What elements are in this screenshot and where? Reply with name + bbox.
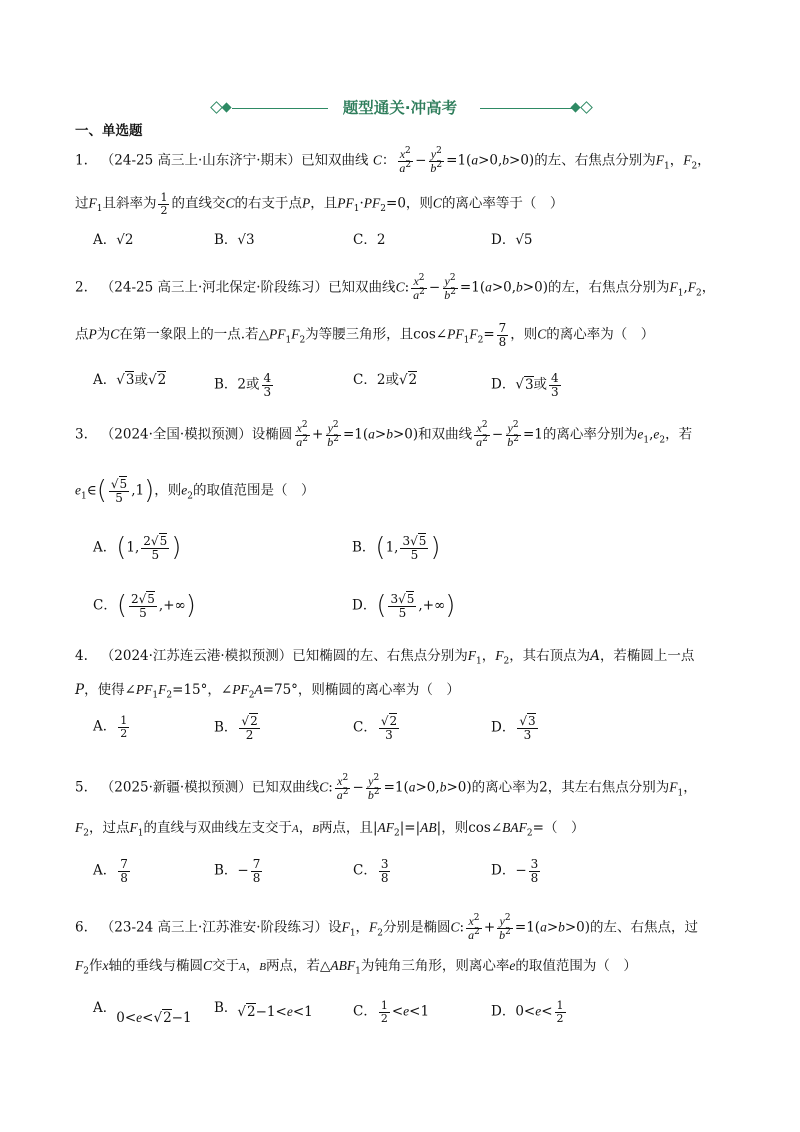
question-5-line1: 5. （2025·新疆·模拟预测）已知双曲线C: $\frac{x^2}{a^2}$ − $\frac{y^2}{b^2}$ =1(a>0,b>0)的离心率为2，其左右焦点分别为$F_1$，	[75, 773, 697, 802]
option-c[interactable]: C． $\frac{1}{2}$ <e<1	[353, 999, 430, 1025]
section-title: 一、单选题	[75, 123, 143, 139]
question-number: 4.	[75, 648, 88, 664]
question-number: 1.	[75, 152, 88, 169]
question-3-option-a[interactable]: A．(1, $\frac{2√5}{5}$ )	[93, 532, 182, 563]
option-c[interactable]: C． $\frac{√2}{3}$	[353, 714, 398, 742]
question-3-option-d[interactable]: D．( $\frac{3√5}{5}$ ,+∞)	[352, 590, 456, 621]
option-d[interactable]: D．0<e< $\frac{1}{2}$	[491, 999, 564, 1025]
question-3-option-b[interactable]: B．(1, $\frac{3√5}{5}$ )	[352, 532, 441, 563]
question-1-line1: 1. （24-25 高三上·山东济宁·期末）已知双曲线 C： $\frac{x^2}{a^2}$ − $\frac{y^2}{b^2}$ =1(a>0,b>0)的左、右焦点分别为$F_1$，$F_2$，	[75, 146, 711, 175]
question-3-option-c[interactable]: C．( $\frac{2√5}{5}$ ,+∞)	[93, 590, 196, 621]
question-number: 2.	[75, 279, 88, 296]
question-5-line2: $F_2$，过点$F_1$的直线与双曲线左支交于A，B两点，且$|AF_2|=|AB|$，则$\cos\angle BAF_2=$（ ）	[75, 820, 585, 839]
question-source: （2024·全国·模拟预测）	[100, 426, 252, 443]
header-right-line	[480, 108, 572, 109]
question-4-line2: P，使得$\angle PF_1F_2=15^\circ$，$\angle PF_2A=75^\circ$，则椭圆的离心率为（ ）	[75, 682, 460, 701]
option-d[interactable]: D．√3或 $\frac{4}{3}$	[491, 371, 559, 399]
option-c[interactable]: C． $\frac{3}{8}$	[353, 857, 389, 885]
question-4-line1: 4. （2024·江苏连云港·模拟预测）已知椭圆的左、右焦点分别为$F_1$，$F_2$，其右顶点为A，若椭圆上一点	[75, 648, 695, 667]
option-a[interactable]: A．0<e<√2−1	[93, 1000, 192, 1026]
question-source: （24-25 高三上·山东济宁·期末）	[100, 152, 302, 169]
question-2-line1: 2. （24-25 高三上·河北保定·阶段练习）已知双曲线C: $\frac{x^2}{a^2}$ − $\frac{y^2}{b^2}$ =1(a>0,b>0)的左，右焦点分别为$F_1,F_2$，	[75, 273, 716, 302]
option-b[interactable]: B．− $\frac{7}{8}$	[214, 857, 261, 885]
question-3-line1: 3. （2024·全国·模拟预测）设椭圆 $\frac{x^2}{a^2}$ + $\frac{y^2}{b^2}$ =1(a>b>0)和双曲线 $\frac{x^2}{a^2}$ − $\frac{y^2}{b^2}$ =1的离心率分别为$e_1,e_2$，若	[75, 420, 693, 449]
option-c[interactable]: C．2或√2	[353, 372, 418, 388]
option-b[interactable]: B．√2−1<e<1	[214, 1000, 313, 1020]
option-a[interactable]: A．√2	[93, 232, 134, 248]
question-6-line2: $F_2$作x轴的垂线与椭圆C交于A，B两点，若$\triangle ABF_1$为钝角三角形，则离心率e的取值范围为（ ）	[75, 958, 637, 977]
option-b[interactable]: B．2或 $\frac{4}{3}$	[214, 371, 272, 399]
question-source: （2025·新疆·模拟预测）	[100, 779, 252, 796]
question-source: （24-25 高三上·河北保定·阶段练习）	[100, 279, 329, 296]
option-c[interactable]: C．2	[353, 232, 386, 248]
option-b[interactable]: B． $\frac{√2}{2}$	[214, 714, 258, 742]
page-title: 题型通关·冲高考	[342, 99, 458, 117]
option-a[interactable]: A． $\frac{7}{8}$	[93, 857, 128, 885]
question-number: 5.	[75, 779, 88, 796]
question-source: （2024·江苏连云港·模拟预测）	[100, 648, 293, 664]
option-d[interactable]: D．− $\frac{3}{8}$	[491, 857, 539, 885]
question-2-line2: 点P为C在第一象限上的一点.若$\triangle PF_1F_2$为等腰三角形，且$\cos\angle PF_1F_2=$ $\frac{7}{8}$ ，则C的离心率为（ ）	[75, 321, 655, 349]
question-3-line2: $e_1\in$( $\frac{√5}{5}$ ,1)，则$e_2$的取值范围是（ ）	[75, 475, 315, 506]
option-b[interactable]: B．√3	[214, 232, 255, 248]
question-number: 3.	[75, 426, 88, 443]
question-number: 6.	[75, 919, 88, 936]
option-d[interactable]: D． $\frac{√3}{3}$	[491, 714, 536, 742]
option-d[interactable]: D．√5	[491, 232, 533, 248]
option-a[interactable]: A．√3或√2	[93, 372, 167, 388]
question-1-line2: 过$F_1$且斜率为 $\frac{1}{2}$ 的直线交C的右支于点P，且$PF_1\cdot PF_2=0$，则C的离心率等于（ ）	[75, 191, 564, 217]
option-a[interactable]: A． $\frac{1}{2}$	[93, 714, 128, 740]
question-6-line1: 6. （23-24 高三上·江苏淮安·阶段练习）设$F_1$，$F_2$分别是椭圆C: $\frac{x^2}{a^2}$ + $\frac{y^2}{b^2}$ =1(a>b>0)的左、右焦点，过	[75, 913, 699, 942]
question-source: （23-24 高三上·江苏淮安·阶段练习）	[100, 919, 329, 936]
